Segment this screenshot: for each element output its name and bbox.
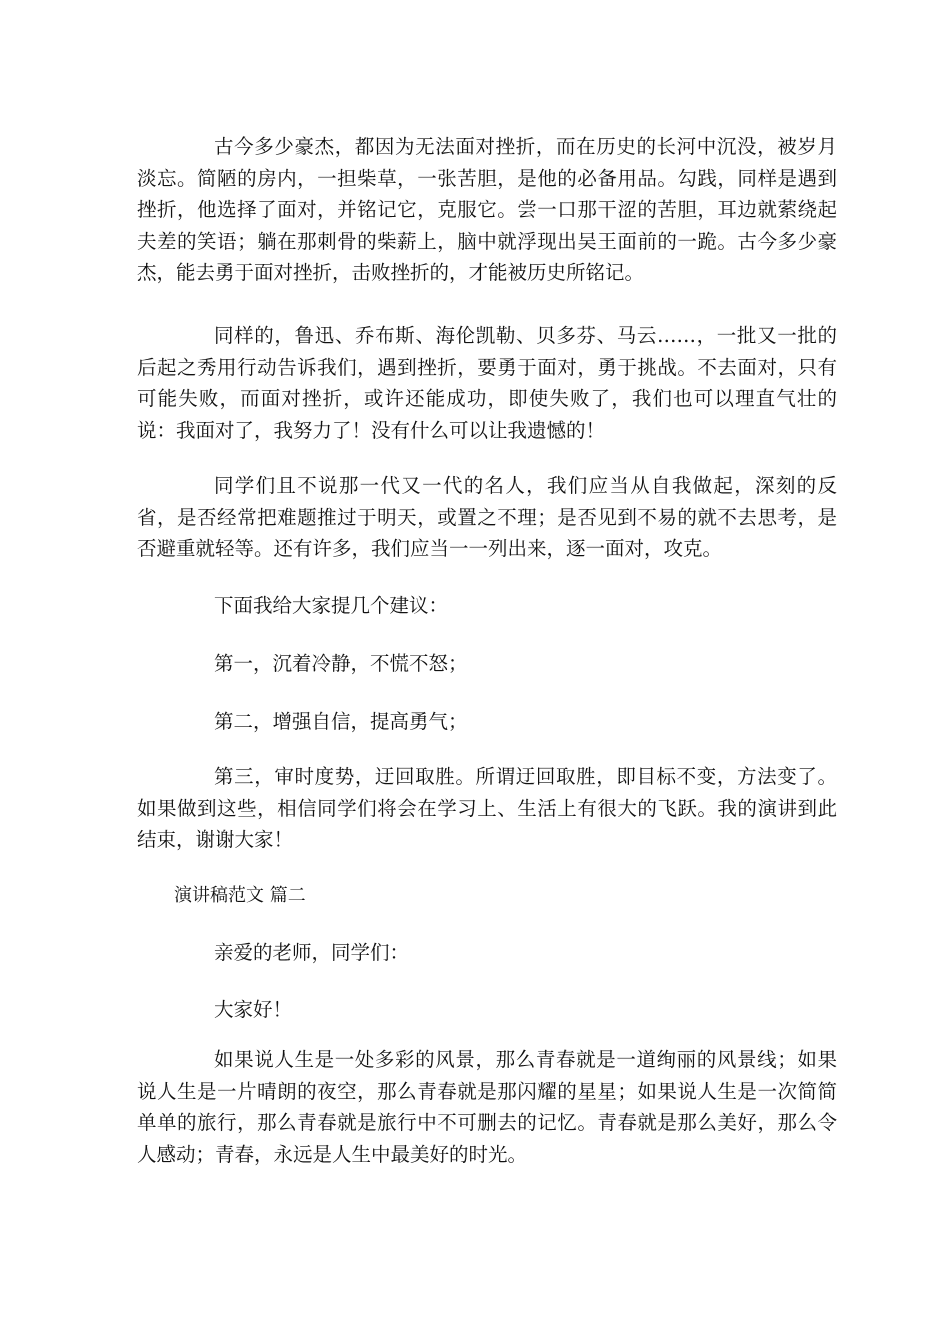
greeting-paragraph: 亲爱的老师，同学们： (214, 941, 410, 964)
paragraph-7: 第三，审时度势，迂回取胜。所谓迂回取胜，即目标不变，方法变了。如果做到这些，相信同学们将会在学习上、生活上有很大的飞跃。我的演讲到此结束，谢谢大家！ (137, 765, 837, 851)
paragraph-5: 第一，沉着冷静，不慌不怒； (214, 652, 468, 675)
section-title: 演讲稿范文 篇二 (174, 885, 306, 906)
paragraph-4: 下面我给大家提几个建议： (214, 594, 449, 617)
youth-paragraph: 如果说人生是一处多彩的风景，那么青春就是一道绚丽的风景线；如果说人生是一片晴朗的夜空，那么青春就是那闪耀的星星；如果说人生是一次简简单单的旅行，那么青春就是旅行中不可删去的记忆。青春就是那么美好，那么令人感动；青春，永远是人生中最美好的时光。 (137, 1048, 837, 1166)
paragraph-6: 第二，增强自信，提高勇气； (214, 710, 468, 733)
paragraph-2: 同样的，鲁迅、乔布斯、海伦凯勒、贝多芬、马云……，一批又一批的后起之秀用行动告诉我们，遇到挫折，要勇于面对，勇于挑战。不去面对，只有可能失败，而面对挫折，或许还能成功，即使失败了，我们也可以理直气壮的说：我面对了，我努力了！没有什么可以让我遗憾的！ (137, 324, 837, 442)
paragraph-3: 同学们且不说那一代又一代的名人，我们应当从自我做起，深刻的反省，是否经常把难题推过于明天，或置之不理；是否见到不易的就不去思考，是否避重就轻等。还有许多，我们应当一一列出来，逐一面对，攻克。 (137, 474, 837, 560)
hello-paragraph: 大家好！ (214, 998, 293, 1021)
paragraph-1: 古今多少豪杰，都因为无法面对挫折，而在历史的长河中沉没，被岁月淡忘。简陋的房内，一担柴草，一张苦胆，是他的必备用品。勾践，同样是遇到挫折，他选择了面对，并铭记它，克服它。尝一口那干涩的苦胆，耳边就萦绕起夫差的笑语；躺在那刺骨的柴薪上，脑中就浮现出吴王面前的一跪。古今多少豪杰，能去勇于面对挫折，击败挫折的，才能被历史所铭记。 (137, 135, 837, 284)
